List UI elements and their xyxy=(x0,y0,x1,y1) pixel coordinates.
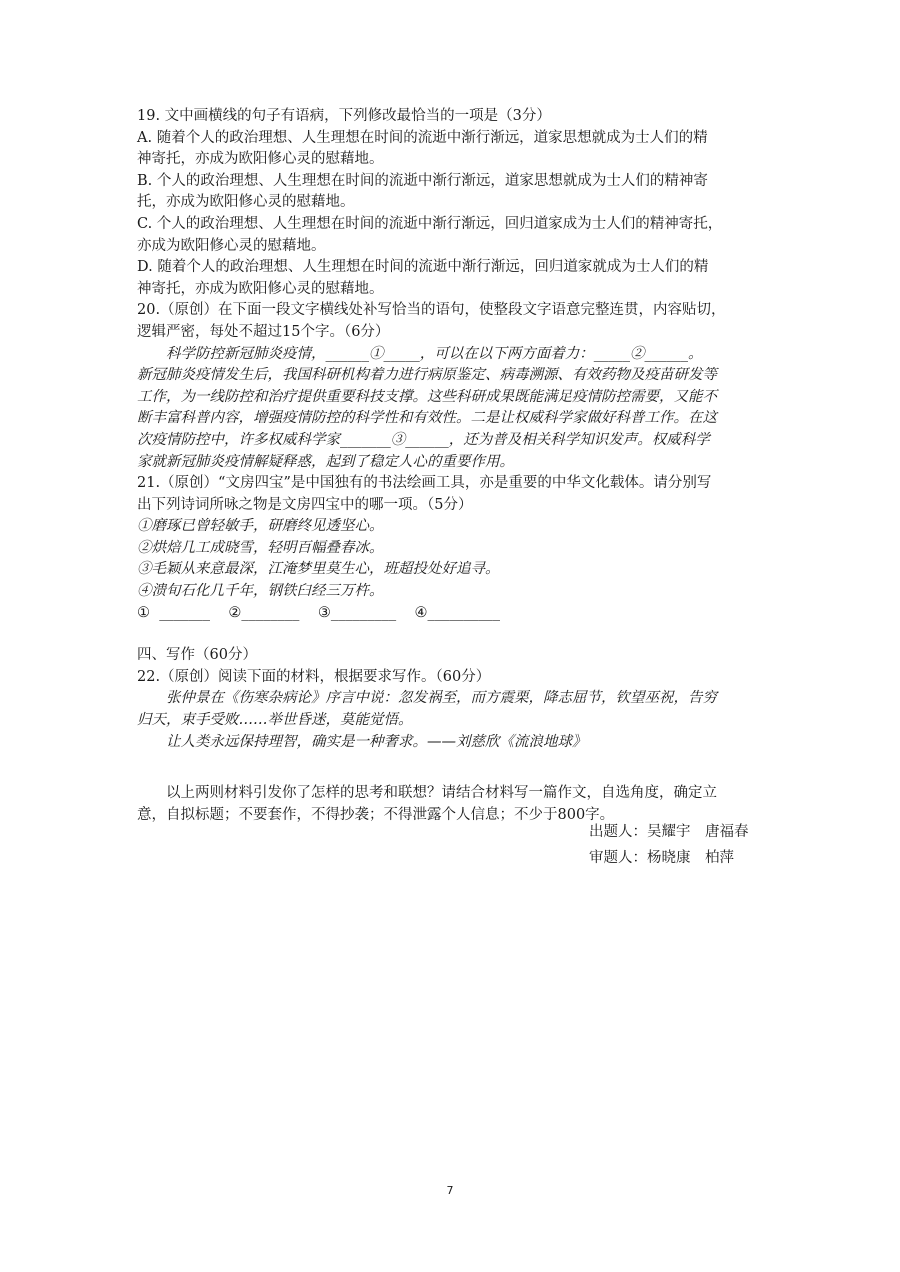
author-credit: 出题人：吴耀宇 唐福春 xyxy=(589,824,749,840)
q20-stem-line: 逻辑严密，每处不超过15个字。（6分） xyxy=(137,323,390,340)
q19-option-line: A. 随着个人的政治理想、人生理想在时间的流逝中渐行渐远，道家思想就成为士人们的精 xyxy=(137,129,708,146)
q20-passage-line: 家就新冠肺炎疫情解疑释惑，起到了稳定人心的重要作用。 xyxy=(137,453,514,470)
q19-stem: 19. 文中画横线的句子有语病，下列修改最恰当的一项是（3分） xyxy=(137,108,551,124)
q19-option-line: B. 个人的政治理想、人生理想在时间的流逝中渐行渐远，道家思想就成为士人们的精神寄 xyxy=(137,172,708,189)
spacer xyxy=(137,753,777,783)
q19-option-line: D. 随着个人的政治理想、人生理想在时间的流逝中渐行渐远，回归道家就成为士人们的精 xyxy=(137,259,709,276)
page-number: 7 xyxy=(446,1184,454,1197)
q19-option-line: 亦成为欧阳修心灵的慰藉地。 xyxy=(137,237,326,254)
q22-stem: 22.（原创）阅读下面的材料，根据要求写作。（60分） xyxy=(137,668,491,685)
q22-requirement-line: 以上两则材料引发你了怎样的思考和联想？请结合材料写一篇作文，自选角度，确定立 xyxy=(166,785,717,802)
credits xyxy=(589,819,749,871)
q20-passage-line: 科学防控新冠肺炎疫情，______①_____，可以在以下两方面着力：_____②______。 xyxy=(166,345,703,362)
q21-poem-line: ②烘焙几工成晓雪，轻明百幅叠春冰。 xyxy=(137,539,384,556)
q22-requirement-line: 意，自拟标题；不要套作，不得抄袭；不得泄露个人信息；不少于800字。 xyxy=(137,806,615,823)
q22-material-line: 让人类永远保持理智，确实是一种奢求。——刘慈欣《流浪地球》 xyxy=(166,733,587,750)
q20-passage-line: 新冠肺炎疫情发生后，我国科研机构着力进行病原鉴定、病毒溯源、有效药物及疫苗研发等 xyxy=(137,367,717,384)
q21-poem-line: ④溃旬石化几千年，钢铁臼经三万杵。 xyxy=(137,583,384,600)
q20-passage-line: 次疫情防控中，许多权威科学家_______③______，还为普及相关科学知识发声。权威科学 xyxy=(137,431,710,448)
q22-material-line: 归天，束手受败……举世昏迷，莫能觉悟。 xyxy=(137,712,413,729)
q21-poem-line: ①磨琢已曾轻敏手，研磨终见透坚心。 xyxy=(137,518,384,535)
q22-material-line: 张仲景在《伤寒杂病论》序言中说：忽发祸至，而方震栗，降志屈节，钦望巫祝，告穷 xyxy=(166,690,717,707)
section4-heading: 四、写作（60分） xyxy=(137,647,257,664)
q21-stem-line: 出下列诗词所咏之物是文房四宝中的哪一项。（5分） xyxy=(137,496,473,513)
q20-passage-line: 断丰富科普内容，增强疫情防控的科学性和有效性。二是让权威科学家做好科普工作。在这 xyxy=(137,410,717,427)
q19-option-line: 托，亦成为欧阳修心灵的慰藉地。 xyxy=(137,194,355,211)
q19-option-line: 神寄托，亦成为欧阳修心灵的慰藉地。 xyxy=(137,151,384,168)
reviewer-credit: 审题人：杨晓康 柏萍 xyxy=(589,850,734,866)
page-content xyxy=(137,106,777,826)
q20-stem-line: 20.（原创）在下面一段文字横线处补写恰当的语句，使整段文字语意完整连贯，内容贴切， xyxy=(137,302,726,319)
q21-answer-blanks: ① _______ ②________ ③_________ ④__________ xyxy=(137,604,501,621)
q19-option-line: 神寄托，亦成为欧阳修心灵的慰藉地。 xyxy=(137,280,384,297)
q21-stem-line: 21.（原创）“文房四宝”是中国独有的书法绘画工具，亦是重要的中华文化载体。请分别写 xyxy=(137,475,712,492)
q21-poem-line: ③毛颖从来意最深，江淹梦里莫生心，班超投处好追寻。 xyxy=(137,561,500,578)
q20-passage-line: 工作，为一线防控和治疗提供重要科技支撑。这些科研成果既能满足疫情防控需要，又能不 xyxy=(137,388,717,405)
q19-option-line: C. 个人的政治理想、人生理想在时间的流逝中渐行渐远，回归道家成为士人们的精神寄托， xyxy=(137,215,723,232)
spacer xyxy=(137,624,777,645)
